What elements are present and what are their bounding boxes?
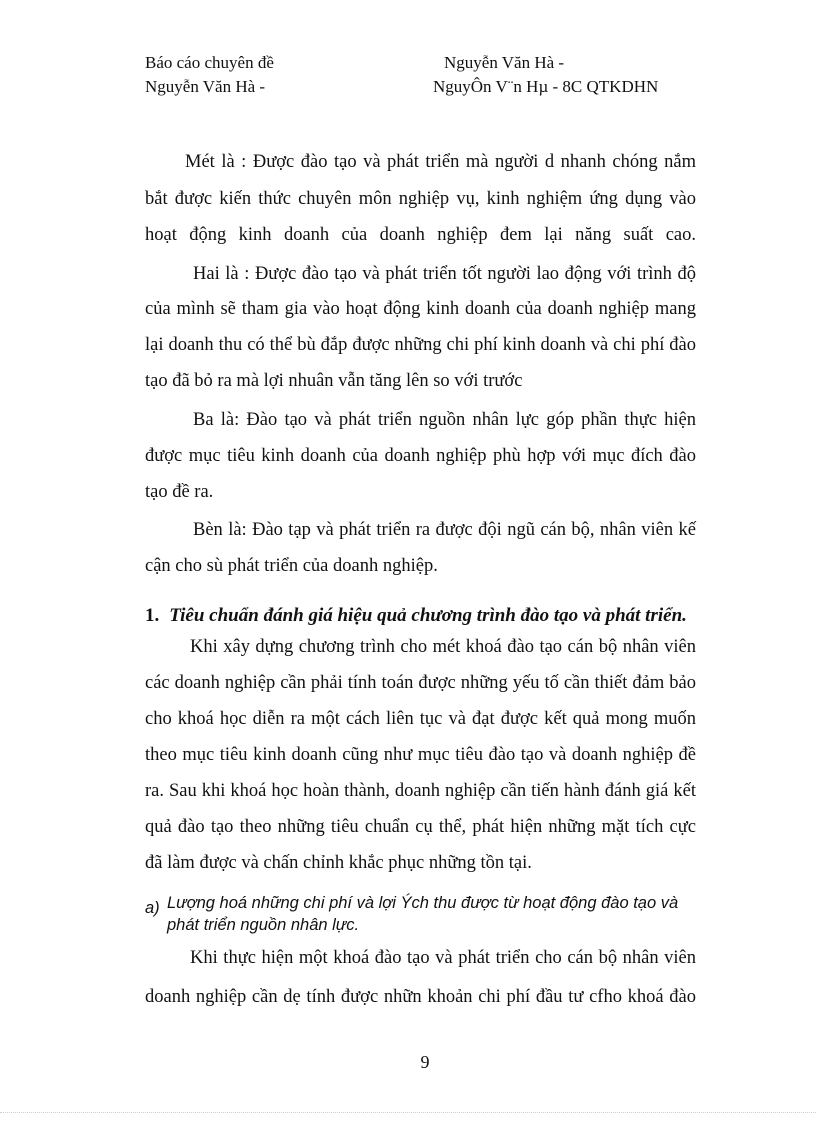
header-left-line2: Nguyễn Văn Hà - — [145, 77, 266, 96]
paragraph-line: bắt được kiến thức chuyên môn nghiệp vụ, kinh nghiệm ứng dụng vào — [145, 189, 696, 209]
paragraph-line: ra. Sau khi khoá học hoàn thành, doanh nghiệp cần tiến hành đánh giá kết — [145, 781, 696, 801]
section-heading — [145, 604, 687, 628]
paragraph-line: Mét là : Được đào tạo và phát triển mà người d nhanh chóng nắm — [185, 152, 696, 172]
paragraph-line: Khi xây dựng chương trình cho mét khoá đào tạo cán bộ nhân viên — [190, 637, 696, 657]
paragraph-line: Ba là: Đào tạo và phát triển nguồn nhân lực góp phần thực hiện — [193, 410, 696, 430]
paragraph-line: được mục tiêu kinh doanh của doanh nghiệp phù hợp với mục đích đào — [145, 446, 696, 466]
paragraph-line: lại doanh thu có thể bù đắp được những chi phí kinh doanh và chi phí đào — [145, 335, 696, 355]
section-number: 1. — [145, 605, 160, 626]
page-bottom-divider — [0, 1112, 816, 1113]
paragraph-line: hoạt động kinh doanh của doanh nghiệp đem lại năng suất cao. — [145, 225, 696, 245]
header-right-line2: NguyÔn V¨n Hµ - 8C QTKDHN — [433, 77, 659, 96]
paragraph-line: các doanh nghiệp cần phải tính toán được những yếu tố cần thiết đảm bảo — [145, 673, 696, 693]
header-right-line1: Nguyễn Văn Hà - — [444, 53, 565, 72]
paragraph-line: tạo đề ra. — [145, 482, 214, 502]
paragraph-line: theo mục tiêu kinh doanh cũng như mục tiêu đào tạo và doanh nghiệp đề — [145, 745, 696, 765]
paragraph-line: doanh nghiệp cần dẹ tính được nhữn khoản chi phí đầu tư cfho khoá đào — [145, 987, 696, 1007]
paragraph-line: Bèn là: Đào tạp và phát triển ra được đội ngũ cán bộ, nhân viên kế — [193, 520, 696, 540]
paragraph-line: của mình sẽ tham gia vào hoạt động kinh doanh của doanh nghiệp mang — [145, 299, 696, 319]
subheading-marker: a) — [145, 899, 160, 917]
subheading-line1: Lượng hoá những chi phí và lợi Ých thu được từ hoạt động đào tạo và — [167, 894, 679, 912]
paragraph-line: cận cho sù phát triển của doanh nghiệp. — [145, 556, 438, 576]
paragraph-line: quả đào tạo theo những tiêu chuẩn cụ thể, phát hiện những mặt tích cực — [145, 817, 696, 837]
subheading-line2: phát triển nguồn nhân lực. — [167, 916, 360, 934]
paragraph-line: Hai là : Được đào tạo và phát triển tốt người lao động với trình độ — [193, 264, 696, 284]
paragraph-line: Khi thực hiện một khoá đào tạo và phát triển cho cán bộ nhân viên — [190, 948, 696, 968]
paragraph-line: đã làm được và chấn chỉnh khắc phục những tồn tại. — [145, 853, 532, 873]
page-number: 9 — [420, 1052, 430, 1072]
section-title: Tiêu chuẩn đánh giá hiệu quả chương trình đào tạo và phát triển. — [169, 605, 687, 626]
paragraph-line: cho khoá học diễn ra một cách liên tục và đạt được kết quả mong muốn — [145, 709, 696, 729]
paragraph-line: tạo đã bỏ ra mà lợi nhuân vẫn tăng lên so với trước — [145, 371, 523, 391]
header-left-line1: Báo cáo chuyên đề — [145, 53, 274, 72]
